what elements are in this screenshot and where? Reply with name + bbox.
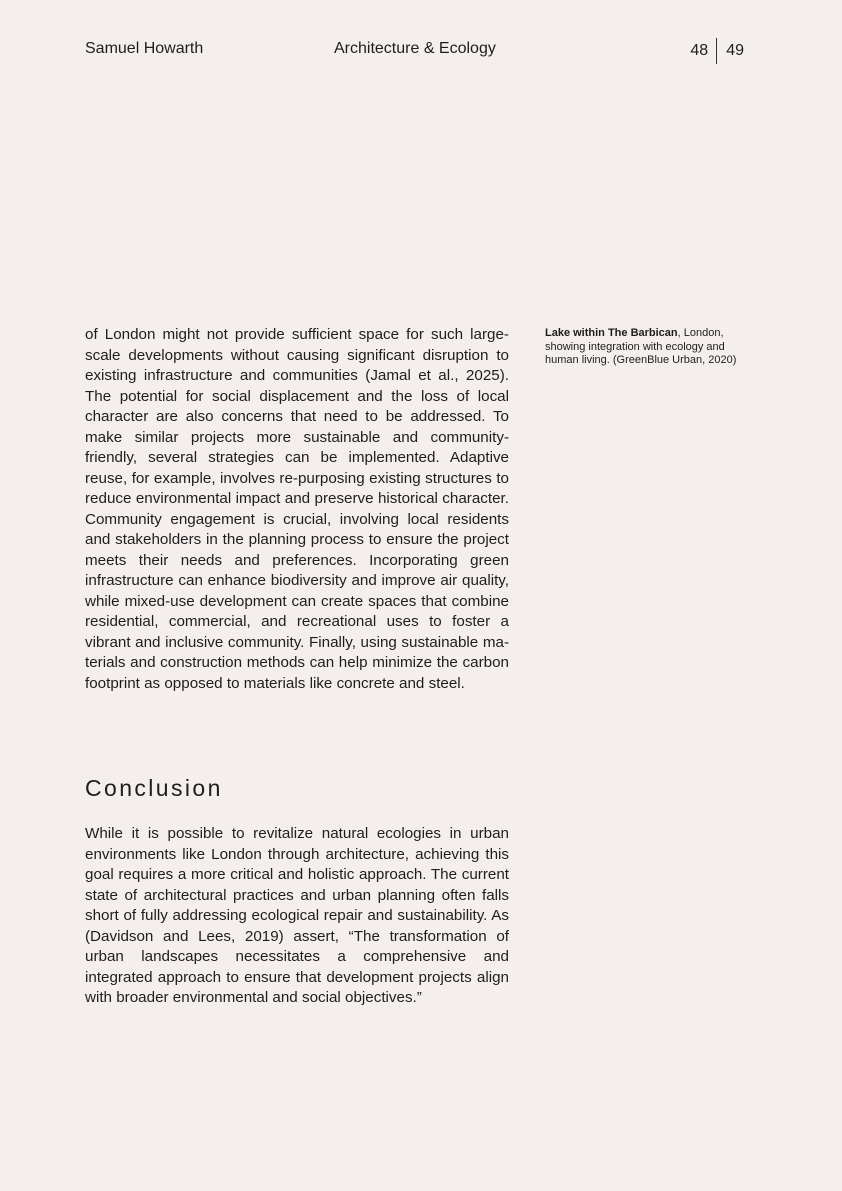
caption-text: , London, showing integration with ecology and human living. (GreenBlue Urban, 2020) xyxy=(545,327,737,366)
author-name: Samuel Howarth xyxy=(85,40,204,57)
page-number-right: 49 xyxy=(726,42,744,59)
journal-title: Architecture & Ecology xyxy=(334,40,496,57)
page-numbers xyxy=(690,38,744,64)
figure-caption xyxy=(545,327,760,368)
page-number-left: 48 xyxy=(690,42,709,59)
conclusion-paragraph: While it is possible to revitalize natural ecologies in urban environments like London through architecture, achieving this goal requires a more critical and holistic approach. The current state of architectural practices and urban planning often falls short of fully addressing ecological repair and sustainability. As (Davidson and Lees, 2019) assert, “The transformation of urban landscapes necessitates a comprehensive and integrated approach to ensure that development projects align with broader environmental and social objectives.” xyxy=(85,825,509,1006)
caption-title: Lake within The Barbican xyxy=(545,327,678,339)
conclusion-heading: Conclusion xyxy=(85,775,223,801)
page-header xyxy=(85,38,744,66)
page-number-divider xyxy=(716,38,717,64)
body-paragraph: of London might not provide sufficient space for such large-scale developments without causing significant disruption to existing infrastructure and communities (Jamal et al., 2025). The potential for social displacement and the loss of local character are also concerns that need to be addressed. To make similar projects more sustainable and community-friendly, several strategies can be implemented. Adaptive reuse, for example, involves re-purposing existing structures to reduce environmental impact and preserve historical character. Community engagement is crucial, involving local residents and stakeholders in the planning process to ensure the project meets their needs and preferences. Incorporating green infrastructure can enhance biodiversity and improve air quality, while mixed-use development can create spaces that combine residential, commercial, and recreational uses to foster a vibrant and inclusive community. Finally, using sustainable materials and construction methods can help minimize the carbon footprint as opposed to materials like concrete and steel. xyxy=(85,326,509,692)
